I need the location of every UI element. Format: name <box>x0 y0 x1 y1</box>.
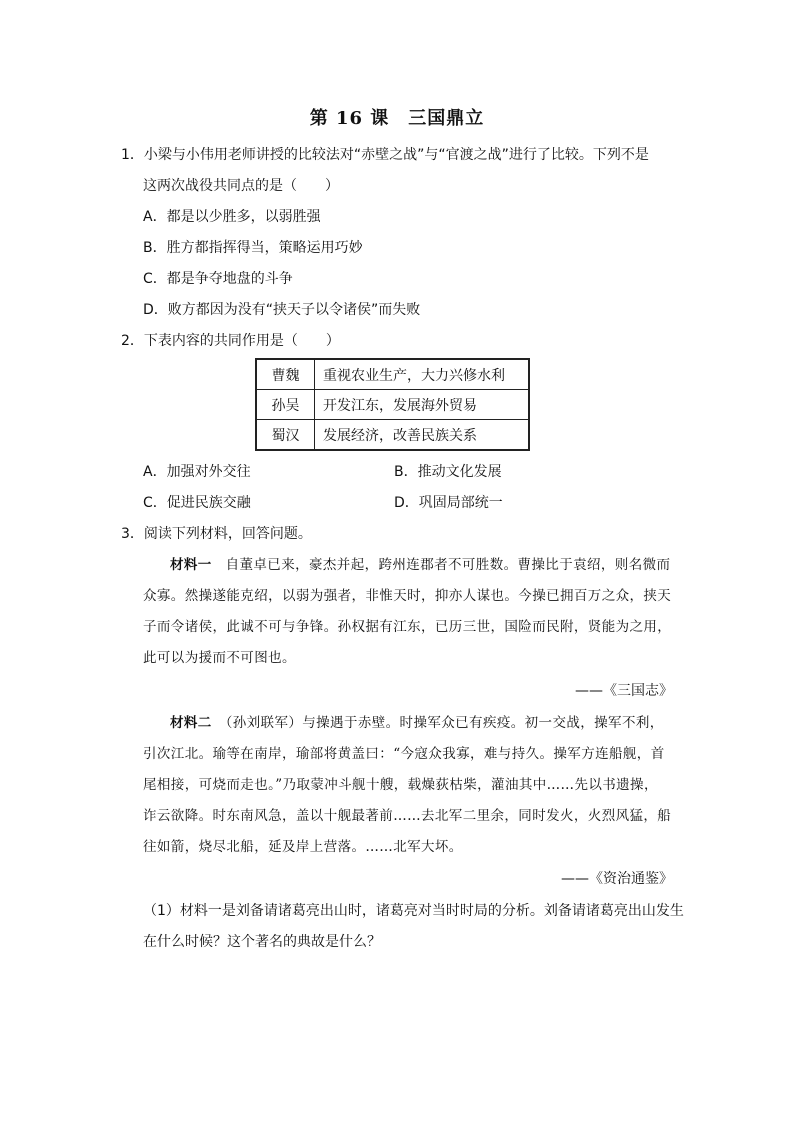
material2-line1 <box>170 713 664 733</box>
lesson-title: 第 16 课 三国鼎立 <box>309 108 485 129</box>
table-row <box>256 359 529 390</box>
q3-sub1-line1: （1）材料一是刘备请诸葛亮出山时，诸葛亮对当时时局的分析。刘备请诸葛亮出山发生 <box>143 903 684 919</box>
q1-stem-line2: 这两次战役共同点的是（ ） <box>143 178 339 194</box>
material1-text: 自董卓已来，豪杰并起，跨州连郡者不可胜数。曹操比于袁绍，则名微而 <box>225 557 671 573</box>
q1-option-b: B．胜方都指挥得当，策略运用巧妙 <box>143 240 363 256</box>
q2-option-c: C．促进民族交融 <box>143 495 251 511</box>
table-cell-state: 曹魏 <box>256 359 315 390</box>
table-cell-policy: 开发江东，发展海外贸易 <box>315 390 530 420</box>
material1-line4: 此可以为援而不可图也。 <box>143 650 296 666</box>
q1-option-c: C．都是争夺地盘的斗争 <box>143 271 293 287</box>
material1-label: 材料一 <box>170 557 212 573</box>
q1-option-d: D．败方都因为没有“挟天子以令诸侯”而失败 <box>143 302 421 318</box>
material2-label: 材料二 <box>170 715 212 731</box>
table-cell-state: 孙吴 <box>256 390 315 420</box>
q2-option-d: D．巩固局部统一 <box>394 495 503 511</box>
material1-line2: 众寡。然操遂能克绍，以弱为强者，非惟天时，抑亦人谋也。今操已拥百万之众，挟天 <box>143 588 672 604</box>
material2-line2: 引次江北。瑜等在南岸，瑜部将黄盖曰：“今寇众我寡，难与持久。操军方连船舰，首 <box>143 746 665 762</box>
q2-stem: 2．下表内容的共同作用是（ ） <box>121 333 340 349</box>
material2-text: （孙刘联军）与操遇于赤壁。时操军众已有疾疫。初一交战，操军不利， <box>225 715 664 731</box>
material1-line3: 子而令诸侯，此诚不可与争锋。孙权据有江东，已历三世，国险而民附，贤能为之用， <box>143 619 672 635</box>
material2-line4: 诈云欲降。时东南风急，盖以十舰最著前……去北军二里余，同时发火，火烈风猛，船 <box>143 808 672 824</box>
table-row <box>256 420 529 451</box>
q2-option-a: A．加强对外交往 <box>143 464 251 480</box>
material2-source: ——《资治通鉴》 <box>561 871 673 887</box>
table-cell-state: 蜀汉 <box>256 420 315 451</box>
q2-table <box>255 358 530 451</box>
q1-stem-line1: 1．小梁与小伟用老师讲授的比较法对“赤壁之战”与“官渡之战”进行了比较。下列不是 <box>121 147 649 163</box>
table-row <box>256 390 529 420</box>
q3-stem: 3．阅读下列材料，回答问题。 <box>121 526 312 542</box>
q1-option-a: A．都是以少胜多，以弱胜强 <box>143 209 321 225</box>
material1-line1 <box>170 555 670 575</box>
material1-source: ——《三国志》 <box>575 683 673 699</box>
material2-line5: 往如箭，烧尽北船，延及岸上营落。……北军大坏。 <box>143 839 463 855</box>
material2-line3: 尾相接，可烧而走也。”乃取蒙冲斗舰十艘，载燥荻枯柴，灌油其中……先以书遗操， <box>143 777 658 793</box>
table-cell-policy: 重视农业生产，大力兴修水利 <box>315 359 530 390</box>
q2-option-b: B．推动文化发展 <box>394 464 502 480</box>
q3-sub1-line2: 在什么时候？这个著名的典故是什么？ <box>143 934 381 950</box>
table-cell-policy: 发展经济，改善民族关系 <box>315 420 530 451</box>
